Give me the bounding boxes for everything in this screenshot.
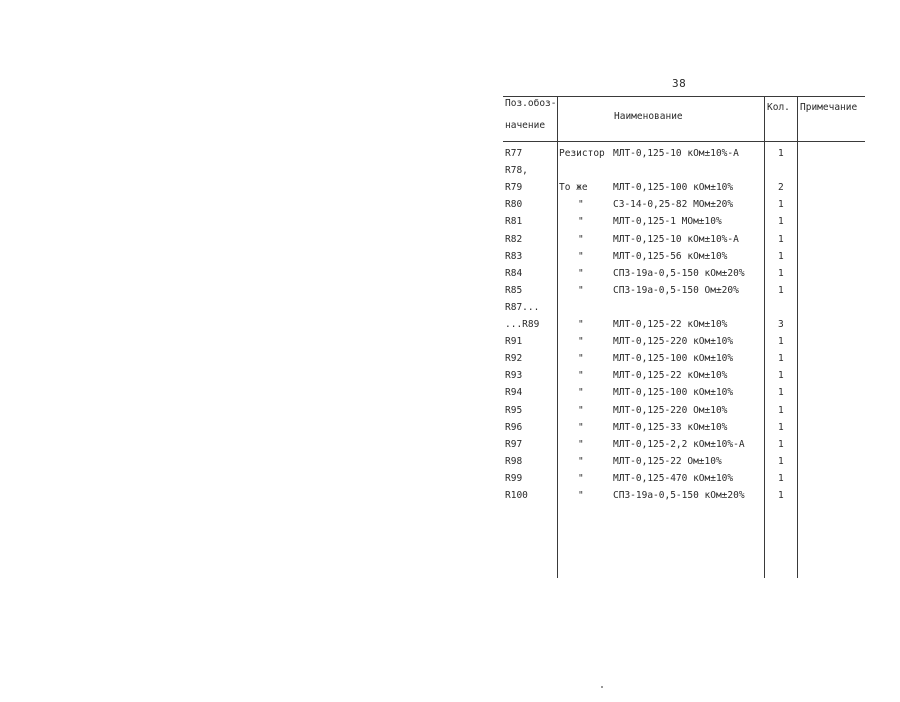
row-pos: R96 [505, 421, 523, 433]
row-qty: 1 [778, 387, 784, 399]
row-name: СП3-19а-0,5-150 кОм±20% [613, 267, 745, 279]
row-type: " [578, 353, 584, 365]
row-type: " [578, 490, 584, 501]
column-divider-pos [557, 96, 558, 578]
row-qty: 1 [778, 250, 784, 262]
row-qty: 1 [778, 370, 784, 382]
row-type: " [578, 233, 584, 245]
row-pos: R94 [505, 387, 523, 399]
row-type: " [578, 250, 584, 262]
row-name: МЛТ-0,125-220 кОм±10% [613, 336, 734, 348]
row-type: " [578, 472, 584, 484]
row-type: " [578, 421, 584, 433]
row-type: " [578, 455, 584, 467]
row-qty: 1 [778, 216, 784, 228]
row-pos: R97 [505, 438, 523, 450]
row-pos: R98 [505, 455, 523, 467]
row-type: " [578, 370, 584, 382]
row-qty: 1 [778, 404, 784, 416]
row-qty: 1 [778, 199, 784, 211]
row-qty: 1 [778, 455, 784, 467]
header-pos-line2: начение [505, 120, 546, 131]
column-divider-qty [797, 96, 798, 578]
row-type: " [578, 267, 584, 279]
row-type: То же [559, 182, 588, 194]
row-pos: R95 [505, 404, 523, 416]
row-qty: 1 [778, 353, 784, 365]
row-name: СП3-19а-0,5-150 кОм±20% [613, 490, 745, 501]
row-qty: 2 [778, 182, 784, 194]
row-name: МЛТ-0,125-10 кОм±10%-А [613, 233, 739, 245]
row-pos: R91 [505, 336, 523, 348]
row-pos: ...R89 [505, 319, 540, 330]
row-qty: 1 [778, 490, 784, 501]
row-type: " [578, 319, 584, 330]
row-name: МЛТ-0,125-22 Ом±10% [613, 455, 722, 467]
row-qty: 3 [778, 319, 784, 330]
row-pos: R78, [505, 165, 528, 177]
header-pos-line1: Поз.обоз- [505, 98, 557, 109]
row-type: " [578, 336, 584, 348]
row-qty: 1 [778, 267, 784, 279]
row-pos: R77 [505, 148, 523, 159]
row-pos: R80 [505, 199, 523, 211]
header-note: Примечание [800, 102, 858, 113]
column-divider-name [764, 96, 765, 578]
row-type: " [578, 404, 584, 416]
row-name: МЛТ-0,125-33 кОм±10% [613, 421, 728, 433]
row-pos: R84 [505, 267, 523, 279]
row-pos: R100 [505, 490, 528, 501]
row-qty: 1 [778, 438, 784, 450]
row-pos: R99 [505, 472, 523, 484]
row-type: " [578, 387, 584, 399]
row-qty: 1 [778, 472, 784, 484]
row-qty: 1 [778, 421, 784, 433]
scan-speck [601, 686, 603, 688]
row-type: " [578, 438, 584, 450]
row-qty: 1 [778, 148, 784, 159]
row-name: МЛТ-0,125-10 кОм±10%-А [613, 148, 739, 159]
row-type: Резистор [559, 148, 605, 159]
row-name: МЛТ-0,125-100 кОм±10% [613, 353, 734, 365]
row-name: МЛТ-0,125-470 кОм±10% [613, 472, 734, 484]
row-pos: R93 [505, 370, 523, 382]
row-pos: R92 [505, 353, 523, 365]
row-pos: R87... [505, 301, 540, 313]
row-name: МЛТ-0,125-1 МОм±10% [613, 216, 722, 228]
row-name: МЛТ-0,125-100 кОм±10% [613, 387, 734, 399]
row-type: " [578, 216, 584, 228]
row-pos: R83 [505, 250, 523, 262]
page-number: 38 [672, 77, 687, 90]
row-name: МЛТ-0,125-220 Ом±10% [613, 404, 728, 416]
row-pos: R81 [505, 216, 523, 228]
row-name: МЛТ-0,125-22 кОм±10% [613, 370, 728, 382]
row-qty: 1 [778, 284, 784, 296]
row-name: С3-14-0,25-82 МОм±20% [613, 199, 734, 211]
row-type: " [578, 284, 584, 296]
row-name: МЛТ-0,125-22 кОм±10% [613, 319, 728, 330]
row-qty: 1 [778, 233, 784, 245]
row-name: МЛТ-0,125-56 кОм±10% [613, 250, 728, 262]
row-name: МЛТ-0,125-2,2 кОм±10%-А [613, 438, 745, 450]
row-type: " [578, 199, 584, 211]
row-name: СП3-19а-0,5-150 Ом±20% [613, 284, 739, 296]
header-qty: Кол. [767, 102, 790, 113]
row-qty: 1 [778, 336, 784, 348]
row-pos: R82 [505, 233, 523, 245]
header-name: Наименование [614, 111, 683, 122]
row-pos: R79 [505, 182, 523, 194]
row-pos: R85 [505, 284, 523, 296]
row-name: МЛТ-0,125-100 кОм±10% [613, 182, 734, 194]
